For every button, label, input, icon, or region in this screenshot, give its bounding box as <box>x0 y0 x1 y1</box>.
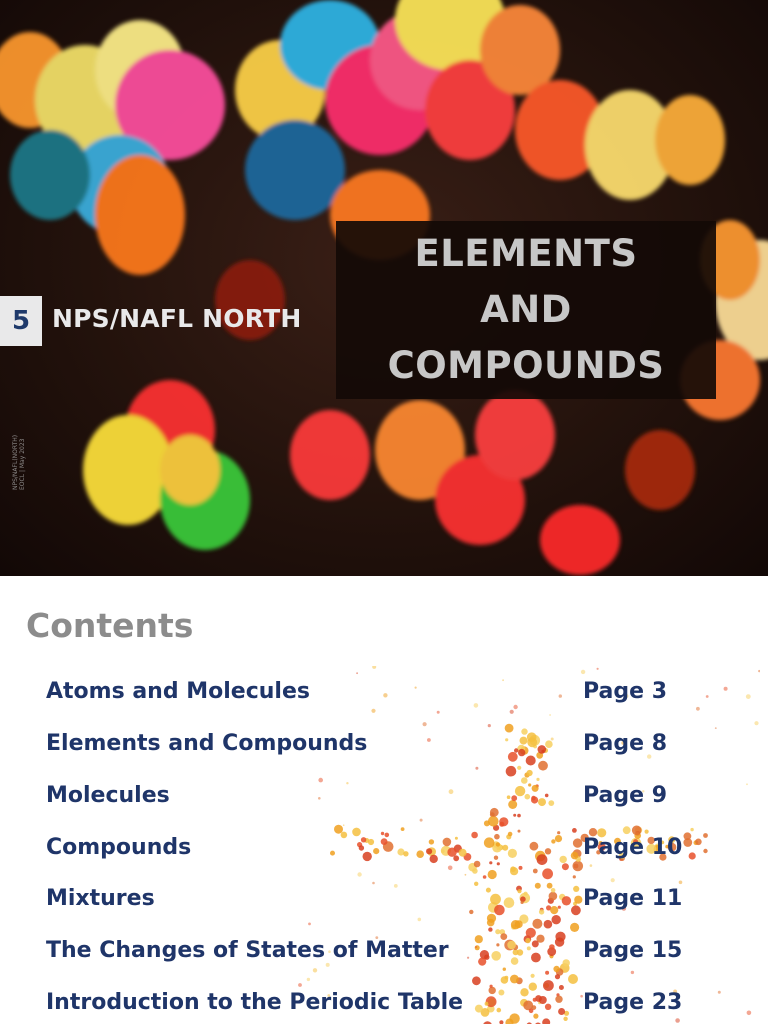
figure-dot <box>597 668 599 670</box>
figure-dot <box>557 831 560 834</box>
toc-item-label[interactable]: The Changes of States of Matter <box>46 938 449 963</box>
figure-dot <box>754 721 758 725</box>
figure-dot <box>536 778 539 781</box>
toc-item-label[interactable]: Introduction to the Periodic Table <box>46 990 464 1015</box>
toc-item-page[interactable]: Page 11 <box>583 886 683 911</box>
toc-item-label[interactable]: Compounds <box>46 835 192 860</box>
figure-dot <box>423 722 427 726</box>
figure-dot <box>418 918 422 922</box>
figure-dot <box>488 927 492 931</box>
side-note-line-1: NPS/NAFL(NORTH) <box>12 434 19 490</box>
title-line-2: AND <box>480 288 572 331</box>
figure-dot <box>570 923 579 932</box>
figure-dot <box>510 710 514 714</box>
figure-dot <box>307 978 310 981</box>
figure-dot <box>746 694 751 699</box>
figure-dot <box>552 915 561 924</box>
title-line-1: ELEMENTS <box>414 232 638 275</box>
figure-dot <box>503 968 506 971</box>
figure-dot <box>357 872 361 876</box>
figure-dot <box>573 875 576 878</box>
figure-dot <box>747 1011 752 1016</box>
figure-dot <box>298 983 302 987</box>
figure-dot <box>505 976 509 980</box>
toc-item[interactable] <box>46 886 746 916</box>
figure-dot <box>517 766 521 770</box>
toc-item-page[interactable]: Page 8 <box>583 731 668 756</box>
toc-item-page[interactable]: Page 9 <box>583 783 668 808</box>
figure-dot <box>313 968 317 972</box>
toc-item[interactable] <box>46 731 746 761</box>
figure-dot <box>611 878 615 882</box>
figure-dot <box>483 875 487 879</box>
figure-dot <box>420 819 423 822</box>
figure-dot <box>581 670 585 674</box>
school-name: NPS/NAFL NORTH <box>52 304 302 333</box>
figure-dot <box>488 870 497 879</box>
figure-dot <box>544 920 553 929</box>
figure-dot <box>495 929 500 934</box>
contents-heading: Contents <box>26 606 194 645</box>
figure-dot <box>555 974 560 979</box>
figure-dot <box>475 767 478 770</box>
figure-dot <box>510 975 519 984</box>
figure-dot <box>527 770 533 776</box>
figure-dot <box>499 1020 503 1024</box>
figure-dot <box>488 724 491 727</box>
figure-dot <box>510 866 516 872</box>
toc-item[interactable] <box>46 783 746 813</box>
figure-dot <box>465 874 467 876</box>
toc-item-page[interactable]: Page 15 <box>583 938 683 963</box>
toc-item[interactable] <box>46 679 746 709</box>
figure-dot <box>545 971 549 975</box>
figure-dot <box>679 881 683 885</box>
grade-number: 5 <box>11 306 31 336</box>
figure-dot <box>448 866 453 871</box>
figure-dot <box>490 985 493 988</box>
figure-dot <box>515 920 523 928</box>
side-note-line-2: EOCL | May 2023 <box>19 438 26 490</box>
toc-item-label[interactable]: Atoms and Molecules <box>46 679 310 704</box>
figure-dot <box>645 830 649 834</box>
figure-dot <box>318 778 323 783</box>
toc-item-page[interactable]: Page 10 <box>583 835 683 860</box>
side-note <box>12 400 32 490</box>
figure-dot <box>506 766 517 777</box>
figure-dot <box>372 666 376 669</box>
figure-dot <box>519 866 523 870</box>
toc-item[interactable] <box>46 835 746 865</box>
figure-dot <box>758 670 760 672</box>
toc-item-page[interactable]: Page 3 <box>583 679 668 704</box>
figure-dot <box>371 709 375 713</box>
figure-dot <box>568 974 578 984</box>
figure-dot <box>308 923 311 926</box>
figure-dot <box>531 974 535 978</box>
figure-dot <box>343 824 345 826</box>
figure-dot <box>488 816 499 827</box>
figure-dot <box>499 817 508 826</box>
contents-section <box>0 576 768 1024</box>
figure-dot <box>632 826 642 836</box>
toc-item-label[interactable]: Mixtures <box>46 886 155 911</box>
figure-dot <box>372 882 375 885</box>
figure-dot <box>513 814 516 817</box>
grade-badge <box>0 296 42 346</box>
toc-item[interactable] <box>46 938 746 968</box>
figure-dot <box>437 711 440 714</box>
toc-item[interactable] <box>46 990 746 1020</box>
figure-dot <box>517 814 521 818</box>
title-line-3: COMPOUNDS <box>387 344 665 387</box>
toc-item-page[interactable]: Page 23 <box>583 990 683 1015</box>
figure-dot <box>401 827 405 831</box>
title-box <box>336 221 716 399</box>
figure-dot <box>533 869 538 874</box>
figure-dot <box>518 830 521 833</box>
figure-dot <box>472 976 481 985</box>
figure-dot <box>542 868 553 879</box>
toc-item-label[interactable]: Molecules <box>46 783 170 808</box>
figure-dot <box>532 919 542 929</box>
figure-dot <box>334 825 343 834</box>
figure-dot <box>715 727 717 729</box>
figure-dot <box>526 928 536 938</box>
figure-dot <box>623 826 631 834</box>
figure-dot <box>549 714 551 716</box>
figure-dot <box>487 919 495 927</box>
figure-dot <box>690 828 693 831</box>
toc-item-label[interactable]: Elements and Compounds <box>46 731 368 756</box>
figure-dot <box>356 672 358 674</box>
figure-dot <box>631 971 634 974</box>
figure-dot <box>746 783 748 785</box>
figure-dot <box>538 761 548 771</box>
figure-dot <box>572 828 577 833</box>
